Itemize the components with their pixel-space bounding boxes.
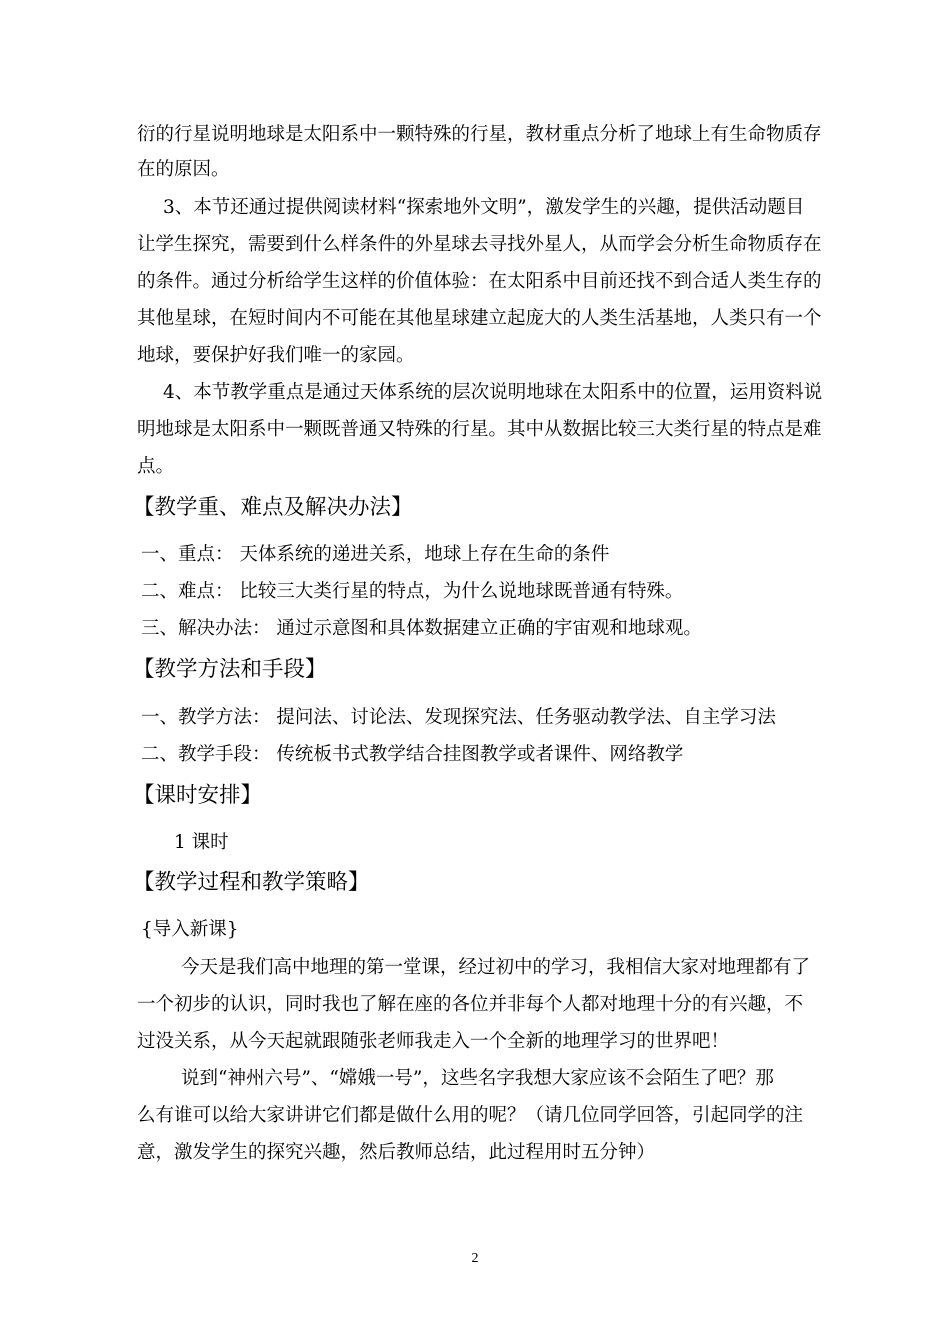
paragraph-line: 一个初步的认识，同时我也了解在座的各位并非每个人都对地理十分的有兴趣，不 [137,994,804,1015]
paragraph-line: 今天是我们高中地理的第一堂课，经过初中的学习，我相信大家对地理都有了 [181,957,811,978]
paragraph-line: 意，激发学生的探究兴趣，然后教师总结，此过程用时五分钟） [137,1142,656,1163]
paragraph-line: 让学生探究，需要到什么样条件的外星球去寻找外星人，从而学会分析生命物质存在 [137,234,822,255]
paragraph-line: 在的原因。 [137,159,230,180]
paragraph-line: 衍的行星说明地球是太阳系中一颗特殊的行星，教材重点分析了地球上有生命物质存 [137,124,822,145]
list-item: 二、难点： 比较三大类行星的特点，为什么说地球既普通有特殊。 [141,581,684,602]
section-heading-methods: 【教学方法和手段】 [133,657,327,682]
subheading-intro: {导入新课} [141,919,239,940]
paragraph-line: 明地球是太阳系中一颗既普通又特殊的行星。其中从数据比较三大类行星的特点是难 [137,419,822,440]
section-heading-process: 【教学过程和教学策略】 [133,870,370,895]
list-item: 二、教学手段： 传统板书式教学结合挂图教学或者课件、网络教学 [141,744,684,765]
paragraph-line: 3、本节还通过提供阅读材料“探索地外文明”，激发学生的兴趣，提供活动题目 [163,197,805,218]
paragraph-line: 其他星球，在短时间内不可能在其他星球建立起庞大的人类生活基地，人类只有一个 [137,308,822,329]
list-item: 三、解决办法： 通过示意图和具体数据建立正确的宇宙观和地球观。 [141,618,702,639]
paragraph-line: 点。 [137,456,175,477]
list-item: 一、教学方法： 提问法、讨论法、发现探究法、任务驱动教学法、自主学习法 [141,707,776,728]
paragraph-line: 4、本节教学重点是通过天体系统的层次说明地球在太阳系中的位置，运用资料说 [163,382,823,403]
page-number: 2 [471,1251,479,1266]
paragraph-line: 说到“神州六号”、“嫦娥一号”，这些名字我想大家应该不会陌生了吧？那 [181,1068,774,1089]
paragraph-line: 地球，要保护好我们唯一的家园。 [137,345,415,366]
paragraph-line: 么有谁可以给大家讲讲它们都是做什么用的呢？（请几位同学回答，引起同学的注 [137,1105,804,1126]
section-heading-key-points: 【教学重、难点及解决办法】 [133,495,413,520]
paragraph-line: 的条件。通过分析给学生这样的价值体验：在太阳系中目前还找不到合适人类生存的 [137,271,822,292]
list-item: 一、重点： 天体系统的递进关系，地球上存在生命的条件 [141,544,610,565]
paragraph-line: 过没关系，从今天起就跟随张老师我走入一个全新的地理学习的世界吧！ [137,1031,730,1052]
section-heading-schedule: 【课时安排】 [133,783,263,808]
schedule-text: 1 课时 [174,832,229,853]
